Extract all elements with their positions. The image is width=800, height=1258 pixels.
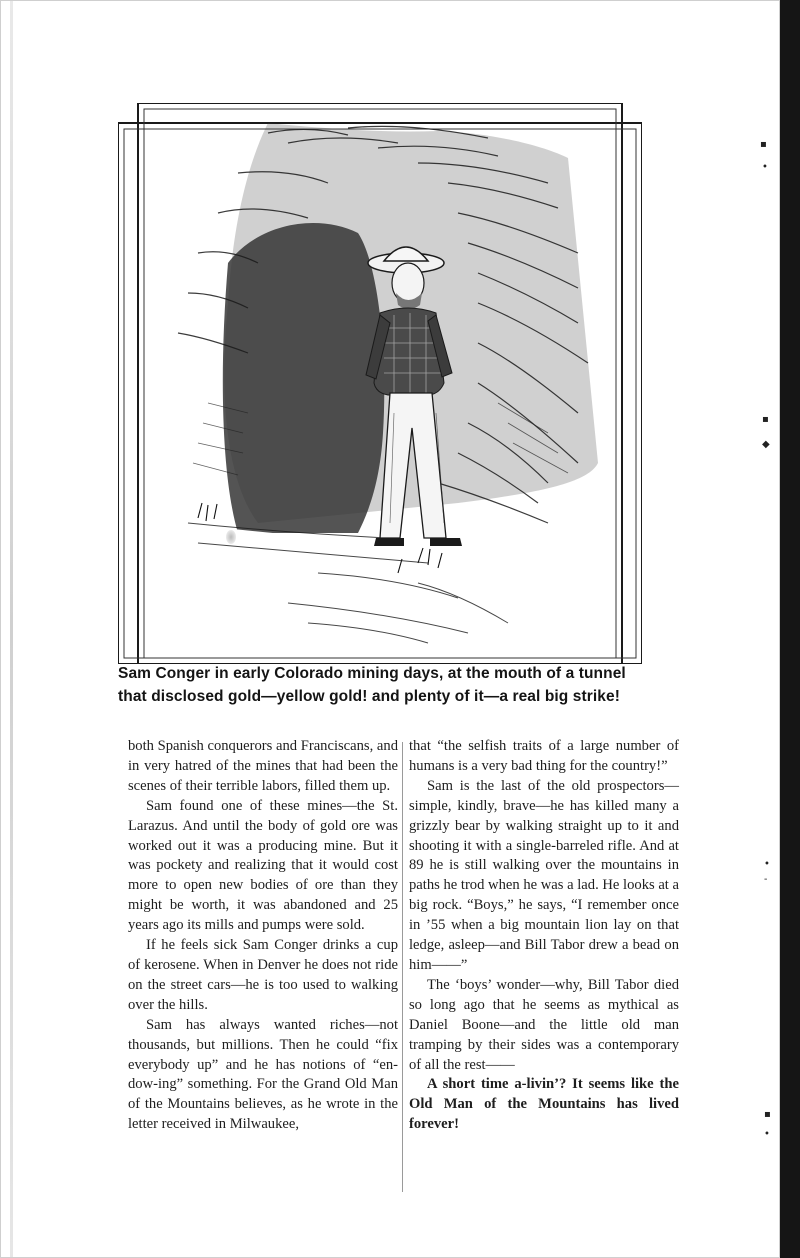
- paragraph: Sam found one of these mines—the St. Larazus. And until the body of gold ore was worked out it was a producing mine. But it was pockety and realizing that it would cost more to open new bodies of ore than they might be worth, it was abandoned and 25 years ago its mills and pumps were sold.: [128, 797, 398, 934]
- figure-caption: Sam Conger in early Colorado mining days, at the mouth of a tunnel that disclosed gold—yellow gold! and plenty of it—a real big strike!: [118, 665, 626, 705]
- paragraph: The ‘boys’ wonder—why, Bill Tabor died so long ago that he seems as mythical as Daniel Boone—and the little old man tramping by their sides was a contemporary of all the rest——: [409, 976, 679, 1073]
- paragraph: Sam has always wanted riches—not thousands, but millions. Then he could “fix everybody up” and he has notions of “en-dow-ing” something. For the Grand Old Man of the Mountains believes, as he wrote in the letter received in Milwaukee,: [128, 1016, 398, 1133]
- scan-edge: [780, 0, 800, 1258]
- edge-speck: •: [762, 162, 768, 173]
- paragraph: If he feels sick Sam Conger drinks a cup of kerosene. When in Denver he does not ride on the street cars—he is too used to walking over the hills.: [128, 937, 398, 1013]
- paragraph: both Spanish conquerors and Franciscans, and in very hatred of the mines that had been the scenes of their terrible labors, filled them up.: [128, 738, 398, 794]
- paragraph: Sam is the last of the old prospectors—simple, kindly, brave—he has killed many a grizzly bear by walking straight up to it and shooting it with a single-barreled rifle. And at 89 he is still walking over the mountains in paths he trod when he was a lad. He looks at a big rock. “Boys,” he says, “I remember once in ’55 when a big mountain lion lay on that ledge, asleep—and Bill Tabor drew a bead on him——”: [409, 777, 679, 973]
- edge-speck: ▪: [764, 1109, 771, 1120]
- edge-speck: ◆: [762, 439, 770, 450]
- article-column-left: [128, 737, 398, 1135]
- ink-smudge: [226, 530, 236, 544]
- closing-paragraph: A short time a-livin’? It seems like the Old Man of the Mountains has lived forever!: [409, 1076, 679, 1133]
- edge-speck: -: [764, 874, 768, 885]
- edge-speck: ▪: [762, 414, 769, 425]
- column-rule: [402, 742, 403, 1192]
- paragraph: that “the selfish traits of a large number of humans is a very bad thing for the country!”: [409, 738, 679, 774]
- edge-speck: ▪: [760, 139, 767, 150]
- edge-speck: •: [764, 1129, 770, 1140]
- edge-speck: •: [764, 859, 770, 870]
- article-column-right: [409, 737, 679, 1135]
- sam-conger-illustration: [118, 103, 642, 664]
